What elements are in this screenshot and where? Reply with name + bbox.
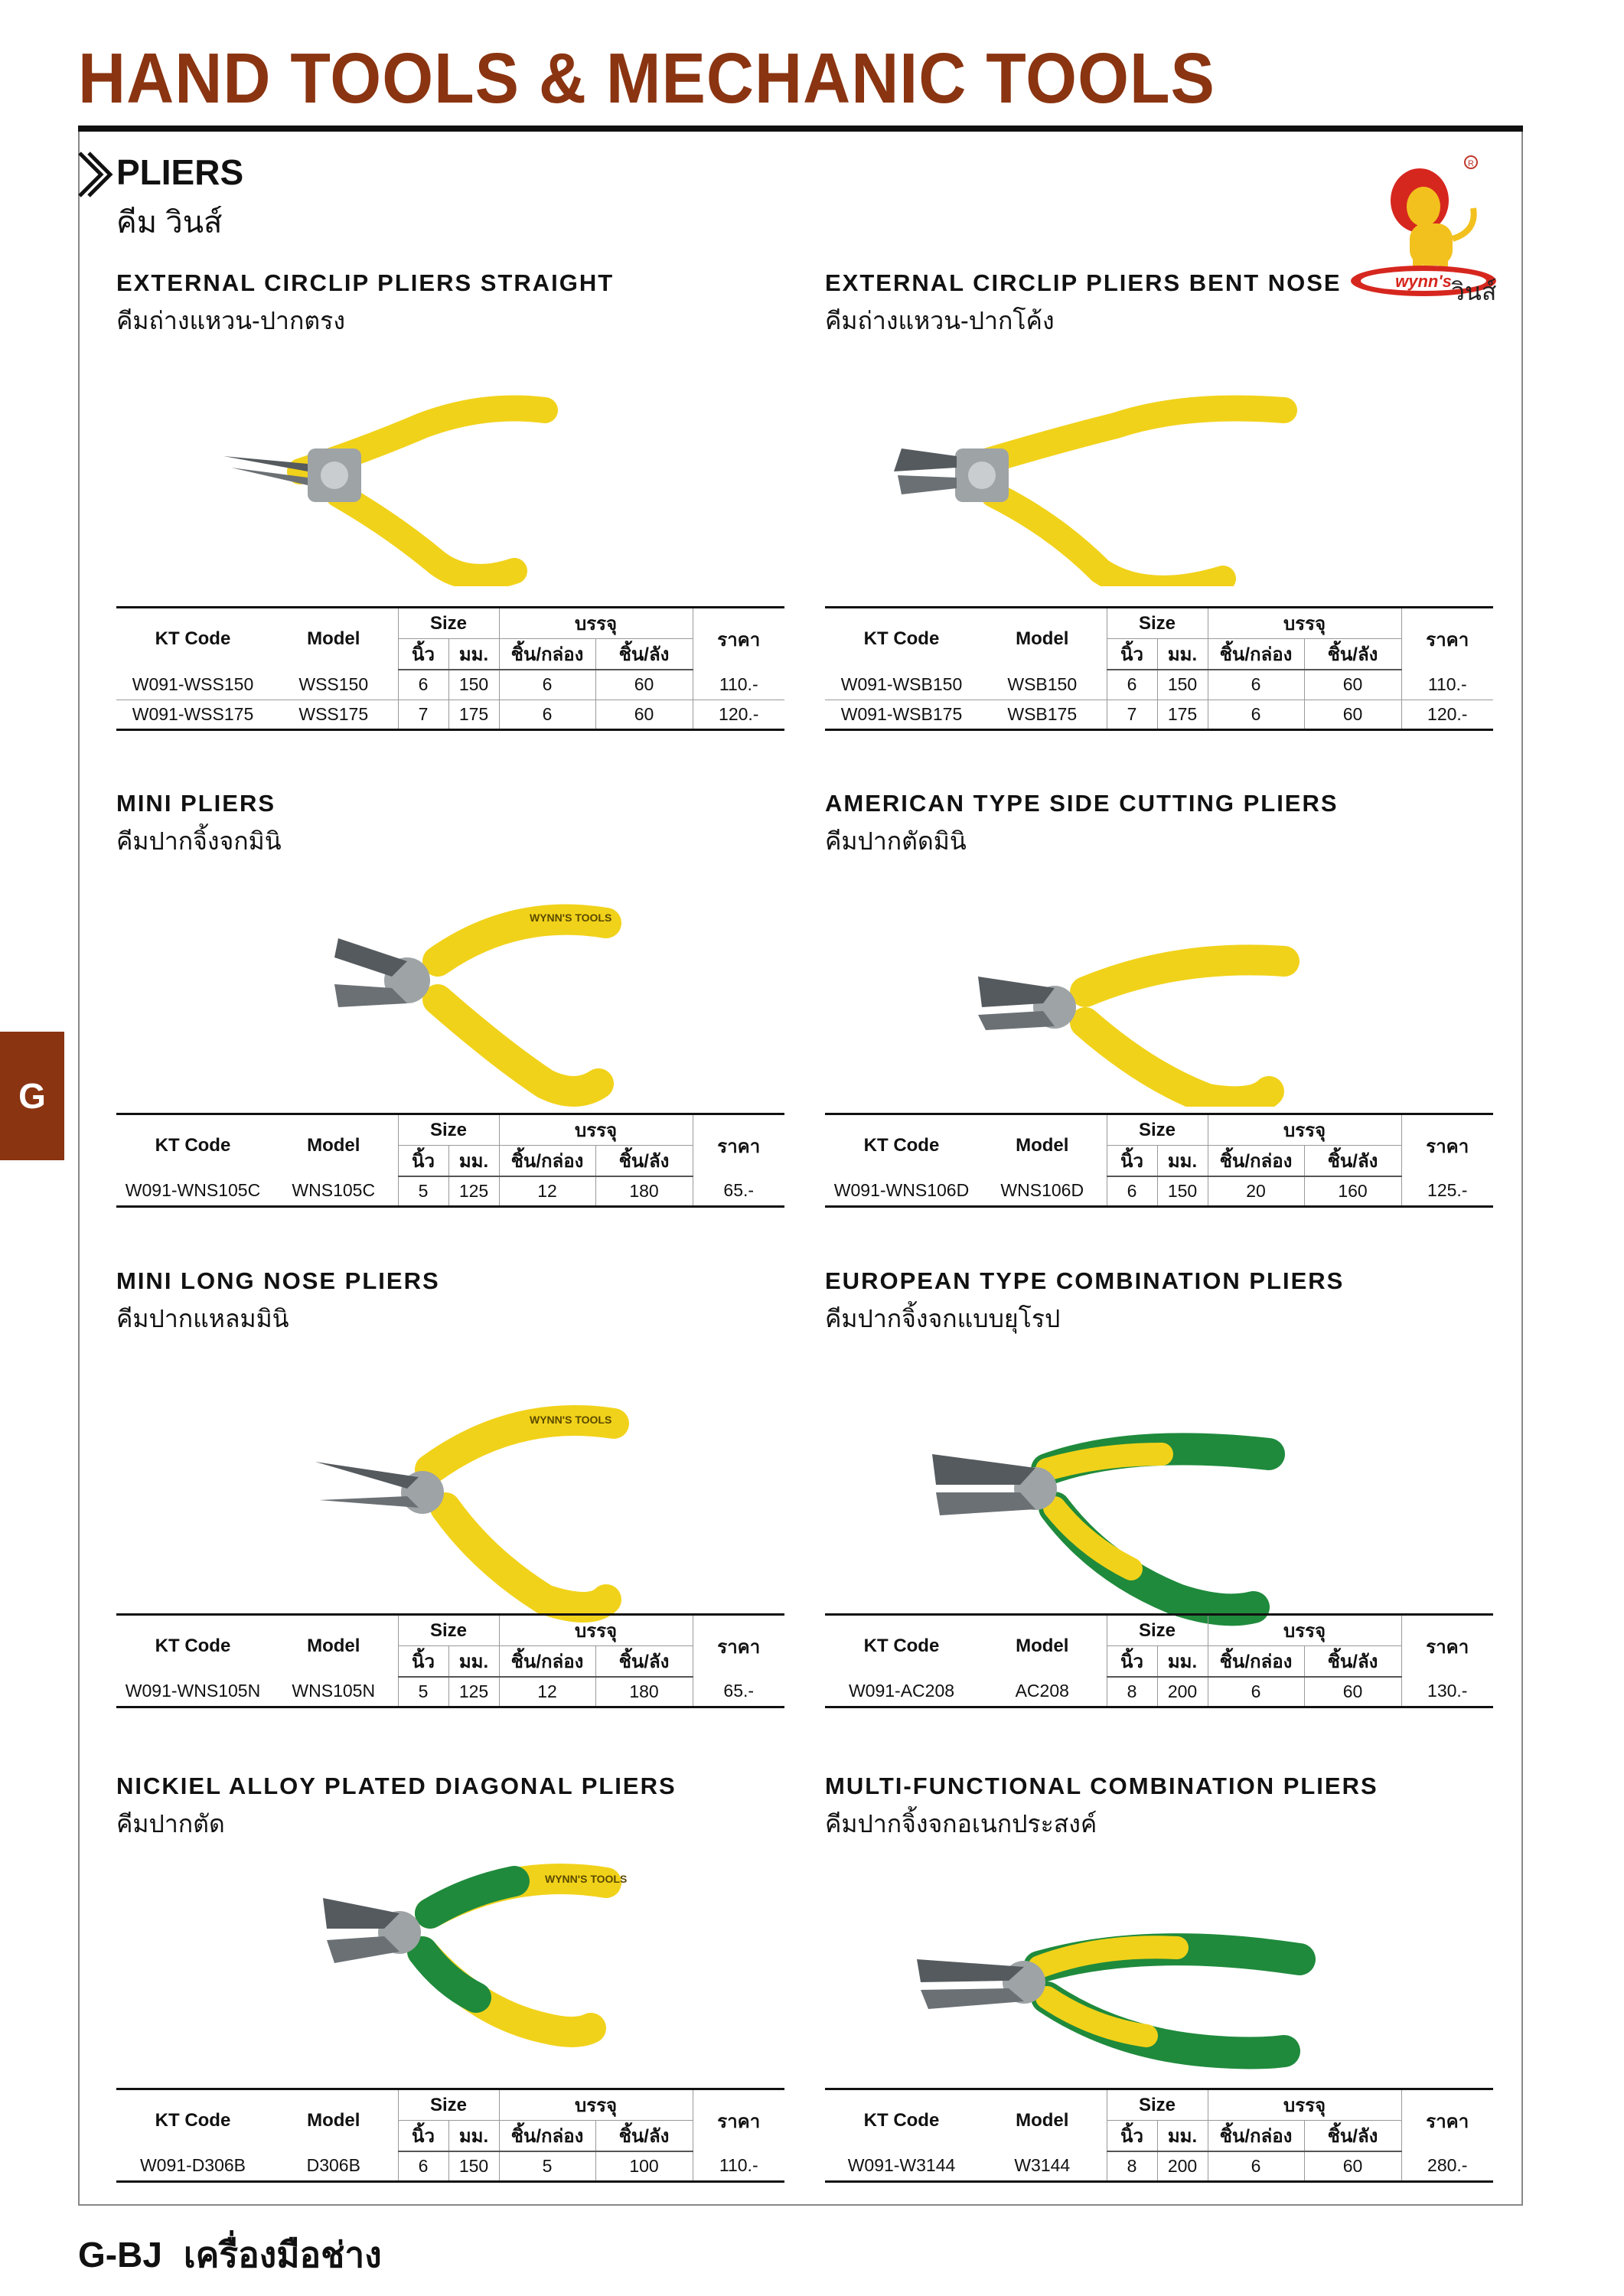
col-size: Size bbox=[398, 608, 499, 639]
price: 110.- bbox=[693, 670, 784, 700]
col-pcs-box: ชิ้น/กล่อง bbox=[499, 1646, 595, 1678]
pcs-carton: 160 bbox=[1304, 1176, 1401, 1206]
col-kt-code: KT Code bbox=[825, 1114, 978, 1177]
col-inch: นิ้ว bbox=[398, 1146, 448, 1177]
col-size: Size bbox=[1107, 2089, 1208, 2121]
size-inch: 6 bbox=[1107, 1176, 1157, 1206]
mini-pliers-icon bbox=[116, 862, 784, 1107]
spec-table bbox=[116, 1113, 784, 1208]
col-model: Model bbox=[269, 1114, 398, 1177]
product-title: NICKIEL ALLOY PLATED DIAGONAL PLIERS bbox=[116, 1773, 677, 1799]
col-kt-code: KT Code bbox=[825, 608, 978, 670]
col-inch: นิ้ว bbox=[1107, 2121, 1157, 2152]
spec-table bbox=[116, 606, 784, 731]
col-kt-code: KT Code bbox=[116, 608, 269, 670]
table-row bbox=[825, 1677, 1493, 1707]
col-size: Size bbox=[1107, 1615, 1208, 1646]
col-pcs-carton: ชิ้น/ลัง bbox=[595, 639, 693, 670]
col-pcs-carton: ชิ้น/ลัง bbox=[1304, 1646, 1401, 1678]
side-cutting-pliers-icon bbox=[825, 862, 1493, 1107]
spec-table bbox=[825, 1113, 1493, 1208]
spec-table bbox=[116, 1613, 784, 1708]
model: WNS105C bbox=[269, 1176, 398, 1206]
col-inch: นิ้ว bbox=[1107, 639, 1157, 670]
product-title: MINI PLIERS bbox=[116, 790, 276, 817]
product-long-nose bbox=[116, 1263, 784, 1722]
kt-code: W091-D306B bbox=[116, 2151, 269, 2181]
size-mm: 175 bbox=[1157, 700, 1208, 729]
col-pcs-carton: ชิ้น/ลัง bbox=[595, 2121, 693, 2152]
col-mm: มม. bbox=[448, 1146, 499, 1177]
product-subtitle: คีมปากตัด bbox=[116, 1810, 225, 1838]
spec-table bbox=[825, 1613, 1493, 1708]
col-pcs-carton: ชิ้น/ลัง bbox=[1304, 639, 1401, 670]
price: 125.- bbox=[1401, 1176, 1493, 1206]
footer-text: เครื่องมือช่าง bbox=[183, 2235, 382, 2275]
kt-code: W091-AC208 bbox=[825, 1677, 978, 1707]
product-subtitle: คีมปากจิ้งจกอเนกประสงค์ bbox=[825, 1810, 1097, 1838]
col-model: Model bbox=[978, 2089, 1107, 2152]
section-subtitle: คีม วินส์ bbox=[116, 206, 223, 240]
size-inch: 8 bbox=[1107, 1677, 1157, 1707]
col-packing: บรรจุ bbox=[1208, 2089, 1401, 2121]
col-pcs-box: ชิ้น/กล่อง bbox=[499, 2121, 595, 2152]
col-size: Size bbox=[398, 1615, 499, 1646]
pcs-box: 6 bbox=[1208, 1677, 1304, 1707]
col-pcs-carton: ชิ้น/ลัง bbox=[1304, 2121, 1401, 2152]
product-subtitle: คีมปากจิ้งจกมินิ bbox=[116, 827, 282, 855]
product-subtitle: คีมปากตัดมินิ bbox=[825, 827, 967, 855]
product-title: AMERICAN TYPE SIDE CUTTING PLIERS bbox=[825, 790, 1339, 817]
image-label: WYNN'S TOOLS bbox=[545, 1873, 628, 1885]
price: 110.- bbox=[1401, 670, 1493, 700]
col-model: Model bbox=[269, 1615, 398, 1678]
col-packing: บรรจุ bbox=[499, 608, 693, 639]
model: AC208 bbox=[978, 1677, 1107, 1707]
pcs-box: 6 bbox=[499, 700, 595, 729]
spec-table bbox=[825, 606, 1493, 731]
col-model: Model bbox=[978, 608, 1107, 670]
col-mm: มม. bbox=[1157, 2121, 1208, 2152]
col-packing: บรรจุ bbox=[499, 1615, 693, 1646]
size-mm: 150 bbox=[1157, 1176, 1208, 1206]
product-subtitle: คีมปากแหลมมินิ bbox=[116, 1305, 289, 1332]
table-row bbox=[825, 670, 1493, 700]
col-mm: มม. bbox=[448, 2121, 499, 2152]
circlip-pliers-bent-icon bbox=[825, 341, 1493, 586]
col-kt-code: KT Code bbox=[825, 1615, 978, 1678]
col-price: ราคา bbox=[693, 1615, 784, 1678]
pcs-carton: 100 bbox=[595, 2151, 693, 2181]
size-mm: 200 bbox=[1157, 2151, 1208, 2181]
col-kt-code: KT Code bbox=[116, 2089, 269, 2152]
spec-table bbox=[116, 2088, 784, 2183]
col-mm: มม. bbox=[448, 639, 499, 670]
col-size: Size bbox=[398, 2089, 499, 2121]
kt-code: W091-WSB150 bbox=[825, 670, 978, 700]
col-inch: นิ้ว bbox=[398, 639, 448, 670]
product-circlip-straight bbox=[116, 265, 784, 732]
col-price: ราคา bbox=[693, 608, 784, 670]
product-mini-pliers bbox=[116, 785, 784, 1221]
col-price: ราคา bbox=[693, 2089, 784, 2152]
header-rule bbox=[78, 126, 1523, 132]
col-price: ราคา bbox=[1401, 1615, 1493, 1678]
kt-code: W091-WSB175 bbox=[825, 700, 978, 729]
product-subtitle: คีมถ่างแหวน-ปากตรง bbox=[116, 307, 345, 334]
table-row bbox=[116, 1677, 784, 1707]
price: 280.- bbox=[1401, 2151, 1493, 2181]
pcs-carton: 60 bbox=[1304, 700, 1401, 729]
model: WSB150 bbox=[978, 670, 1107, 700]
size-mm: 150 bbox=[1157, 670, 1208, 700]
col-kt-code: KT Code bbox=[116, 1114, 269, 1177]
col-pcs-box: ชิ้น/กล่อง bbox=[499, 1146, 595, 1177]
model: D306B bbox=[269, 2151, 398, 2181]
col-model: Model bbox=[269, 2089, 398, 2152]
col-pcs-box: ชิ้น/กล่อง bbox=[1208, 1146, 1304, 1177]
product-diagonal-pliers bbox=[116, 1768, 784, 2197]
col-inch: นิ้ว bbox=[1107, 1646, 1157, 1678]
table-row bbox=[116, 2151, 784, 2181]
size-mm: 150 bbox=[448, 2151, 499, 2181]
product-side-cutting bbox=[825, 785, 1493, 1221]
col-model: Model bbox=[978, 1114, 1107, 1177]
col-model: Model bbox=[269, 608, 398, 670]
col-pcs-box: ชิ้น/กล่อง bbox=[1208, 1646, 1304, 1678]
col-pcs-carton: ชิ้น/ลัง bbox=[595, 1146, 693, 1177]
col-size: Size bbox=[398, 1114, 499, 1146]
model: WSS150 bbox=[269, 670, 398, 700]
col-price: ราคา bbox=[1401, 1114, 1493, 1177]
section-tab: G bbox=[0, 1032, 64, 1160]
size-mm: 125 bbox=[448, 1176, 499, 1206]
pcs-carton: 60 bbox=[1304, 2151, 1401, 2181]
col-pcs-box: ชิ้น/กล่อง bbox=[1208, 2121, 1304, 2152]
product-title: EUROPEAN TYPE COMBINATION PLIERS bbox=[825, 1267, 1345, 1294]
col-size: Size bbox=[1107, 1114, 1208, 1146]
kt-code: W091-WNS105C bbox=[116, 1176, 269, 1206]
price: 65.- bbox=[693, 1677, 784, 1707]
size-mm: 200 bbox=[1157, 1677, 1208, 1707]
table-row bbox=[116, 1176, 784, 1206]
product-title: MINI LONG NOSE PLIERS bbox=[116, 1267, 440, 1294]
col-price: ราคา bbox=[1401, 2089, 1493, 2152]
pcs-box: 6 bbox=[1208, 2151, 1304, 2181]
col-packing: บรรจุ bbox=[499, 1114, 693, 1146]
model: WSB175 bbox=[978, 700, 1107, 729]
size-inch: 7 bbox=[398, 700, 448, 729]
price: 120.- bbox=[693, 700, 784, 729]
product-subtitle: คีมปากจิ้งจกแบบยุโรป bbox=[825, 1305, 1061, 1332]
pcs-box: 20 bbox=[1208, 1176, 1304, 1206]
kt-code: W091-WSS150 bbox=[116, 670, 269, 700]
col-mm: มม. bbox=[1157, 639, 1208, 670]
kt-code: W091-WSS175 bbox=[116, 700, 269, 729]
footer-code: G-BJ bbox=[78, 2235, 162, 2275]
image-label: WYNN'S TOOLS bbox=[530, 912, 612, 924]
size-mm: 150 bbox=[448, 670, 499, 700]
kt-code: W091-WNS105N bbox=[116, 1677, 269, 1707]
pcs-carton: 60 bbox=[595, 670, 693, 700]
brand-name: วินส์ bbox=[1451, 278, 1497, 305]
chevron-right-icon bbox=[75, 150, 113, 199]
col-mm: มม. bbox=[1157, 1146, 1208, 1177]
brand-logo-text: wynn's bbox=[1395, 272, 1452, 291]
table-row bbox=[825, 2151, 1493, 2181]
col-packing: บรรจุ bbox=[1208, 1114, 1401, 1146]
col-pcs-carton: ชิ้น/ลัง bbox=[595, 1646, 693, 1678]
long-nose-pliers-icon bbox=[116, 1339, 784, 1630]
combination-pliers-icon bbox=[825, 1339, 1493, 1630]
table-row bbox=[825, 700, 1493, 729]
page-footer bbox=[78, 2227, 382, 2283]
circlip-pliers-straight-icon bbox=[116, 341, 784, 586]
image-label: WYNN'S TOOLS bbox=[530, 1414, 612, 1426]
kt-code: W091-WNS106D bbox=[825, 1176, 978, 1206]
diagonal-pliers-icon bbox=[116, 1844, 784, 2074]
size-inch: 7 bbox=[1107, 700, 1157, 729]
col-price: ราคา bbox=[693, 1114, 784, 1177]
col-kt-code: KT Code bbox=[116, 1615, 269, 1678]
page-header: HAND TOOLS & MECHANIC TOOLS bbox=[78, 39, 1215, 119]
product-title: MULTI-FUNCTIONAL COMBINATION PLIERS bbox=[825, 1773, 1378, 1799]
multi-pliers-icon bbox=[825, 1844, 1493, 2074]
model: W3144 bbox=[978, 2151, 1107, 2181]
col-mm: มม. bbox=[448, 1646, 499, 1678]
col-price: ราคา bbox=[1401, 608, 1493, 670]
col-pcs-box: ชิ้น/กล่อง bbox=[1208, 639, 1304, 670]
kt-code: W091-W3144 bbox=[825, 2151, 978, 2181]
table-row bbox=[116, 700, 784, 729]
size-inch: 5 bbox=[398, 1176, 448, 1206]
size-mm: 125 bbox=[448, 1677, 499, 1707]
pcs-box: 6 bbox=[499, 670, 595, 700]
model: WNS106D bbox=[978, 1176, 1107, 1206]
price: 110.- bbox=[693, 2151, 784, 2181]
table-row bbox=[825, 1176, 1493, 1206]
col-model: Model bbox=[978, 1615, 1107, 1678]
svg-text:R: R bbox=[1468, 159, 1474, 168]
model: WSS175 bbox=[269, 700, 398, 729]
model: WNS105N bbox=[269, 1677, 398, 1707]
col-kt-code: KT Code bbox=[825, 2089, 978, 2152]
price: 65.- bbox=[693, 1176, 784, 1206]
product-multi-functional bbox=[825, 1768, 1493, 2197]
product-title: EXTERNAL CIRCLIP PLIERS STRAIGHT bbox=[116, 269, 615, 296]
pcs-box: 12 bbox=[499, 1176, 595, 1206]
col-inch: นิ้ว bbox=[1107, 1146, 1157, 1177]
product-circlip-bent bbox=[825, 265, 1493, 732]
section-title: PLIERS bbox=[116, 152, 244, 192]
table-row bbox=[116, 670, 784, 700]
price: 120.- bbox=[1401, 700, 1493, 729]
product-european-combination bbox=[825, 1263, 1493, 1722]
pcs-carton: 60 bbox=[1304, 670, 1401, 700]
col-packing: บรรจุ bbox=[1208, 608, 1401, 639]
size-inch: 8 bbox=[1107, 2151, 1157, 2181]
col-inch: นิ้ว bbox=[398, 1646, 448, 1678]
col-inch: นิ้ว bbox=[398, 2121, 448, 2152]
col-size: Size bbox=[1107, 608, 1208, 639]
col-pcs-carton: ชิ้น/ลัง bbox=[1304, 1146, 1401, 1177]
pcs-carton: 60 bbox=[595, 700, 693, 729]
product-title: EXTERNAL CIRCLIP PLIERS BENT NOSE bbox=[825, 269, 1342, 296]
spec-table bbox=[825, 2088, 1493, 2183]
col-mm: มม. bbox=[1157, 1646, 1208, 1678]
pcs-box: 12 bbox=[499, 1677, 595, 1707]
product-subtitle: คีมถ่างแหวน-ปากโค้ง bbox=[825, 307, 1055, 334]
pcs-box: 5 bbox=[499, 2151, 595, 2181]
size-inch: 6 bbox=[398, 670, 448, 700]
pcs-box: 6 bbox=[1208, 700, 1304, 729]
size-inch: 6 bbox=[1107, 670, 1157, 700]
col-pcs-box: ชิ้น/กล่อง bbox=[499, 639, 595, 670]
pcs-carton: 60 bbox=[1304, 1677, 1401, 1707]
size-mm: 175 bbox=[448, 700, 499, 729]
size-inch: 5 bbox=[398, 1677, 448, 1707]
price: 130.- bbox=[1401, 1677, 1493, 1707]
size-inch: 6 bbox=[398, 2151, 448, 2181]
pcs-box: 6 bbox=[1208, 670, 1304, 700]
pcs-carton: 180 bbox=[595, 1176, 693, 1206]
pcs-carton: 180 bbox=[595, 1677, 693, 1707]
col-packing: บรรจุ bbox=[1208, 1615, 1401, 1646]
col-packing: บรรจุ bbox=[499, 2089, 693, 2121]
